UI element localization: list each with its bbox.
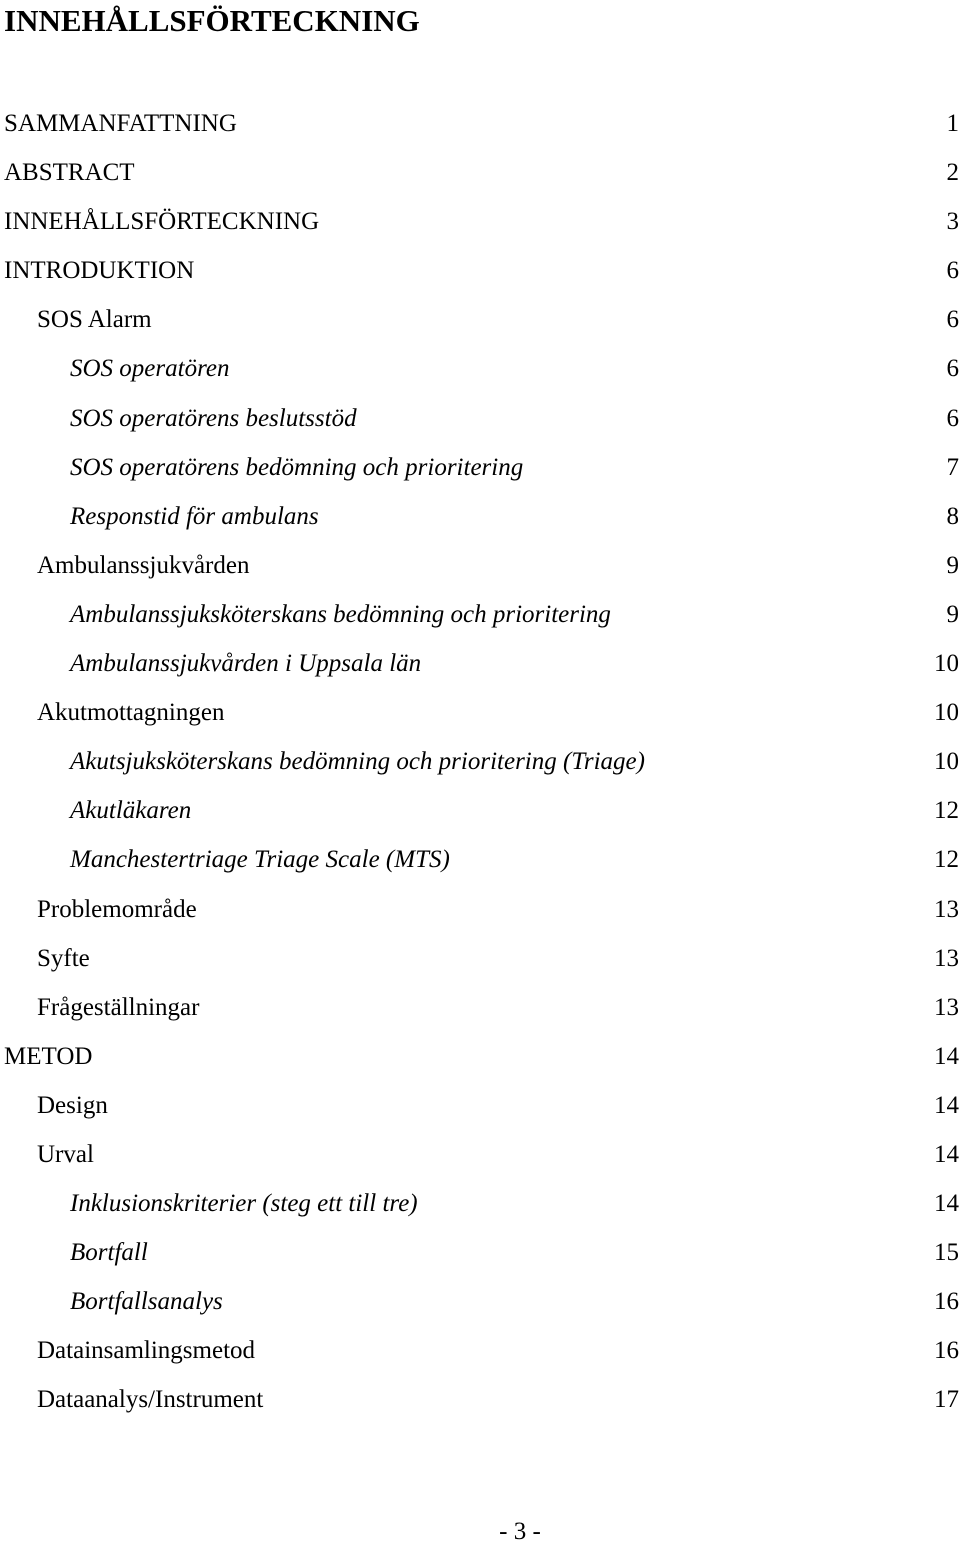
toc-entry-label: SOS operatörens bedömning och prioritering <box>70 453 524 481</box>
toc-entry-label: Inklusionskriterier (steg ett till tre) <box>70 1190 418 1218</box>
toc-entry-label: Akutmottagningen <box>37 699 225 727</box>
toc-entry-label: Akutläkaren <box>70 797 192 825</box>
toc-entry-label: SAMMANFATTNING <box>4 110 237 137</box>
toc-entry-page: 8 <box>946 502 959 530</box>
toc-entry-page: 14 <box>934 1190 959 1218</box>
toc-entry-page: 6 <box>946 306 959 334</box>
toc-entry-label: ABSTRACT <box>4 159 135 187</box>
toc-entry-page: 13 <box>934 944 959 972</box>
toc-entry-page: 12 <box>934 846 959 874</box>
toc-entry[interactable] <box>0 1326 960 1375</box>
toc-entry-label: Ambulanssjukvården <box>37 551 250 579</box>
toc-entry[interactable] <box>0 639 960 688</box>
toc-entry-label: Akutsjuksköterskans bedömning och prioritering (Triage) <box>70 748 645 776</box>
toc-entry-page: 1 <box>946 110 959 137</box>
toc-entry[interactable] <box>0 786 960 835</box>
toc-entry-label: Design <box>37 1091 108 1119</box>
toc-entry[interactable] <box>0 394 960 443</box>
toc-entry-page: 6 <box>946 404 959 432</box>
toc-entry-page: 13 <box>934 895 959 923</box>
toc-entry[interactable] <box>0 1375 960 1424</box>
toc-entry[interactable] <box>0 443 960 492</box>
toc-entry[interactable] <box>0 99 960 148</box>
toc-entry-label: Syfte <box>37 944 90 972</box>
toc-entry-label: SOS Alarm <box>37 306 152 334</box>
toc-entry-page: 13 <box>934 993 959 1021</box>
toc-entry[interactable] <box>0 1081 960 1130</box>
table-of-contents <box>0 99 960 1425</box>
toc-entry[interactable] <box>0 246 960 295</box>
toc-entry-label: Frågeställningar <box>37 993 200 1021</box>
toc-entry-page: 9 <box>946 600 959 628</box>
toc-entry-page: 14 <box>934 1042 959 1070</box>
toc-entry-page: 10 <box>934 650 959 678</box>
toc-entry[interactable] <box>0 492 960 541</box>
toc-entry-page: 14 <box>934 1091 959 1119</box>
toc-entry[interactable] <box>0 197 960 246</box>
toc-entry[interactable] <box>0 737 960 786</box>
toc-entry[interactable] <box>0 1179 960 1228</box>
toc-entry-page: 6 <box>946 355 959 383</box>
toc-entry-label: Bortfallsanalys <box>70 1288 223 1316</box>
toc-entry[interactable] <box>0 541 960 590</box>
toc-entry[interactable] <box>0 1130 960 1179</box>
toc-entry[interactable] <box>0 148 960 197</box>
toc-entry-label: Manchestertriage Triage Scale (MTS) <box>70 846 450 874</box>
toc-entry-label: INTRODUKTION <box>4 257 195 285</box>
toc-entry[interactable] <box>0 1228 960 1277</box>
toc-entry-page: 17 <box>934 1386 959 1414</box>
toc-entry[interactable] <box>0 295 960 344</box>
toc-entry-page: 3 <box>946 208 959 236</box>
toc-entry-page: 15 <box>934 1239 959 1267</box>
page-number: - 3 - <box>499 1518 541 1545</box>
toc-entry-label: Datainsamlingsmetod <box>37 1337 256 1365</box>
page-title: INNEHÅLLSFÖRTECKNING <box>4 3 420 38</box>
toc-entry[interactable] <box>0 590 960 639</box>
toc-entry-label: Problemområde <box>37 895 197 923</box>
toc-entry-label: INNEHÅLLSFÖRTECKNING <box>4 208 320 236</box>
toc-entry-page: 2 <box>946 159 959 187</box>
toc-entry-label: Urval <box>37 1140 94 1168</box>
toc-entry-label: Responstid för ambulans <box>70 502 319 530</box>
toc-entry-label: Bortfall <box>70 1239 148 1267</box>
toc-entry-label: Ambulanssjukvården i Uppsala län <box>70 650 422 678</box>
toc-entry[interactable] <box>0 934 960 983</box>
toc-entry[interactable] <box>0 1277 960 1326</box>
toc-entry-page: 6 <box>946 257 959 285</box>
toc-entry-page: 14 <box>934 1140 959 1168</box>
toc-entry-label: Dataanalys/Instrument <box>37 1386 264 1414</box>
toc-entry-page: 7 <box>946 453 959 481</box>
toc-entry[interactable] <box>0 688 960 737</box>
toc-entry-label: SOS operatören <box>70 355 230 383</box>
toc-entry-page: 16 <box>934 1288 959 1316</box>
toc-entry-label: METOD <box>4 1042 93 1070</box>
toc-entry-page: 10 <box>934 699 959 727</box>
toc-entry[interactable] <box>0 983 960 1032</box>
toc-entry[interactable] <box>0 344 960 393</box>
toc-entry-label: Ambulanssjuksköterskans bedömning och prioritering <box>70 600 611 628</box>
toc-entry[interactable] <box>0 835 960 884</box>
toc-entry-label: SOS operatörens beslutsstöd <box>70 404 357 432</box>
toc-entry[interactable] <box>0 1032 960 1081</box>
toc-entry-page: 16 <box>934 1337 959 1365</box>
toc-entry-page: 12 <box>934 797 959 825</box>
toc-entry[interactable] <box>0 885 960 934</box>
toc-entry-page: 9 <box>946 551 959 579</box>
toc-entry-page: 10 <box>934 748 959 776</box>
